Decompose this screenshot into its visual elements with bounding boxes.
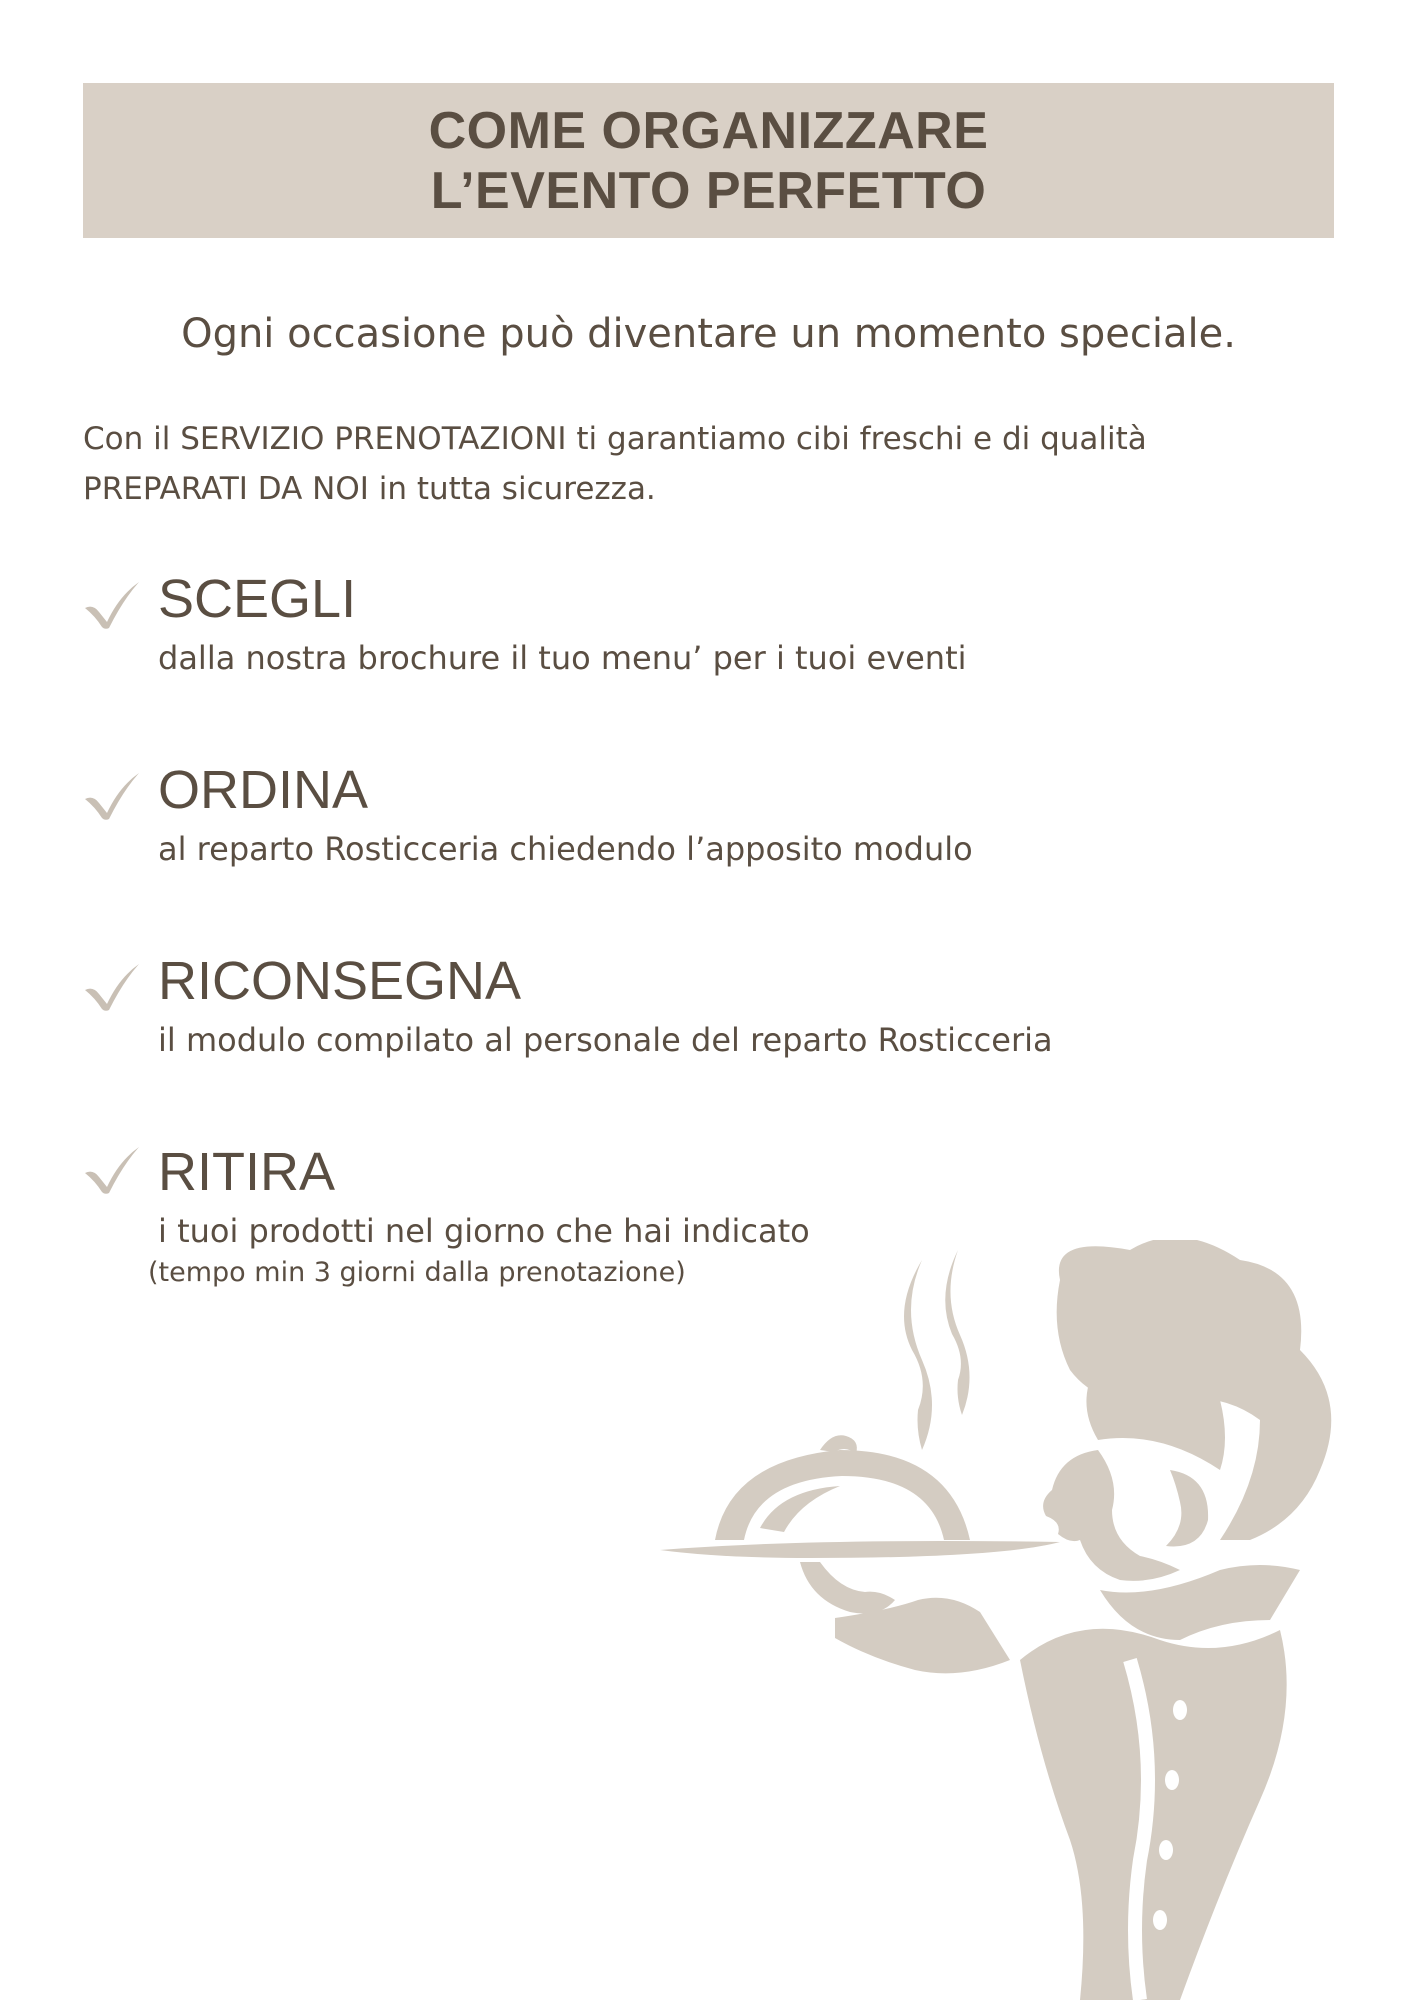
intro-line-2: PREPARATI DA NOI in tutta sicurezza. — [83, 471, 656, 507]
step-note: (tempo min 3 giorni dalla prenotazione) — [148, 1257, 686, 1288]
check-icon — [83, 578, 141, 630]
chef-illustration — [660, 1240, 1360, 2000]
intro-line-1: Con il SERVIZIO PRENOTAZIONI ti garantiamo cibi freschi e di qualità — [83, 421, 1147, 457]
title-banner — [83, 83, 1334, 238]
check-icon — [83, 960, 141, 1012]
page-title-line-1: COME ORGANIZZARE — [428, 101, 989, 160]
step-description: i tuoi prodotti nel giorno che hai indicato — [158, 1212, 810, 1250]
intro-paragraph — [83, 414, 1383, 514]
step-title: ORDINA — [158, 760, 369, 820]
check-icon — [83, 769, 141, 821]
step-title: RICONSEGNA — [158, 951, 522, 1011]
check-icon — [83, 1143, 141, 1195]
page-title-line-2: L’EVENTO PERFETTO — [430, 161, 987, 220]
step-title: RITIRA — [158, 1142, 336, 1202]
subtitle: Ogni occasione può diventare un momento speciale. — [181, 311, 1236, 357]
step-description: il modulo compilato al personale del reparto Rosticceria — [158, 1021, 1053, 1059]
step-title: SCEGLI — [158, 569, 357, 629]
step-description: dalla nostra brochure il tuo menu’ per i tuoi eventi — [158, 639, 967, 677]
step-description: al reparto Rosticceria chiedendo l’apposito modulo — [158, 830, 973, 868]
